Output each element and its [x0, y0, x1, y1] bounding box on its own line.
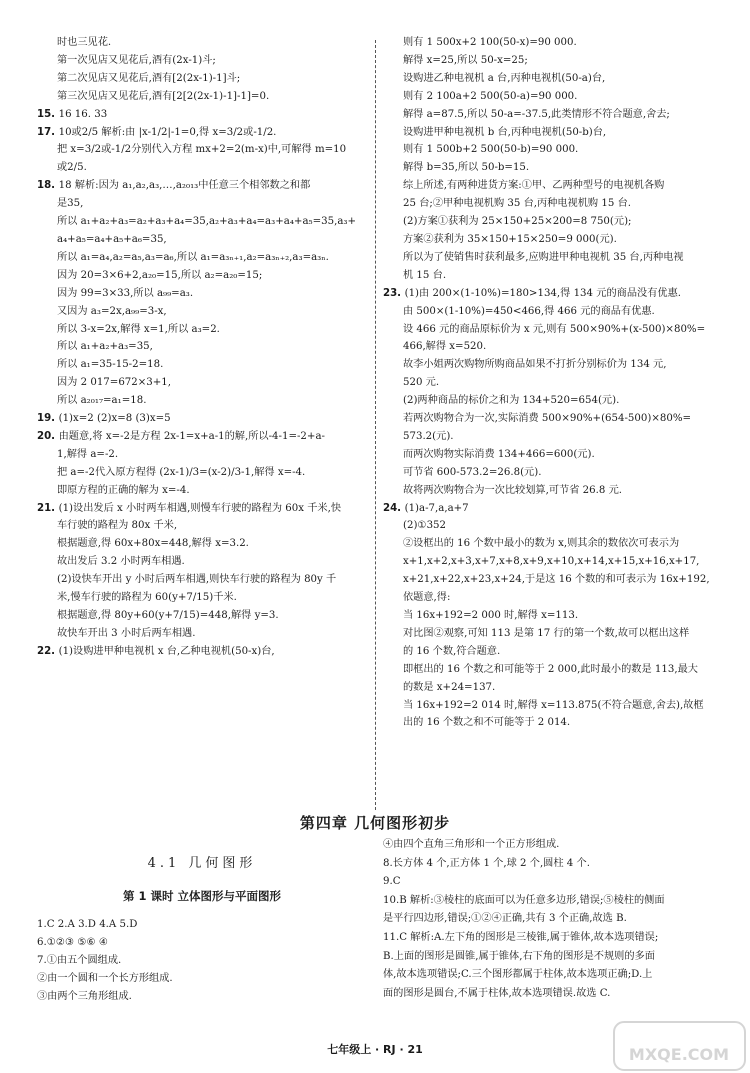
answer-line [37, 916, 367, 934]
answer-text: 设购进甲种电视机 b 台,丙种电视机(50-b)台, [403, 126, 607, 138]
answer-line [383, 679, 713, 697]
answer-text: 因为 2 017=672×3+1, [57, 377, 172, 389]
answer-line [37, 446, 367, 464]
answer-text: 当 16x+192=2 014 时,解得 x=113.875(不符合题意,舍去),故框 [403, 699, 704, 711]
answer-line [37, 643, 367, 661]
answer-line [383, 535, 713, 553]
answer-line [37, 482, 367, 500]
answer-text: 依题意,得: [403, 592, 451, 604]
answer-line [383, 70, 713, 88]
answer-line [383, 589, 713, 607]
answer-text: 由 500×(1-10%)=450<466,得 466 元的商品有优惠. [403, 305, 655, 317]
answer-line [383, 607, 713, 625]
question-number: 19. [37, 413, 59, 425]
answer-line [37, 231, 367, 249]
answer-text: 6.①②③ ⑤⑥ ④ [37, 937, 108, 948]
answer-line [383, 571, 713, 589]
answer-text: 所以 a₁=a₄,a₂=a₅,a₃=a₆,所以 a₁=a₃ₙ₊₁,a₂=a₃ₙ₊₂,a₃=a₃ₙ. [57, 251, 329, 263]
answer-text: 10或2/5 解析:由 |x-1/2|-1=0,得 x=3/2或-1/2. [58, 126, 277, 138]
answer-line [37, 571, 367, 589]
question-number: 22. [37, 645, 59, 657]
answer-text: (1)设出发后 x 小时两车相遇,则慢车行驶的路程为 60x 千米,快 [58, 502, 342, 514]
answer-text: 520 元. [403, 377, 440, 389]
answer-line [37, 52, 367, 70]
answer-text: 体,故本选项错误;C.三个图形都属于柱体,故本选项正确;D.上 [383, 969, 653, 981]
answer-text: 则有 1 500b+2 500(50-b)=90 000. [403, 144, 579, 156]
answer-text: 573.2(元). [403, 430, 454, 442]
answer-text: 是平行四边形,错误;①②④正确,共有 3 个正确,故选 B. [383, 913, 627, 925]
answer-line [383, 873, 713, 892]
answer-line [383, 124, 713, 142]
answer-text: 10.B 解析:③棱柱的底面可以为任意多边形,错误;⑤棱柱的侧面 [383, 894, 665, 906]
answer-line [383, 464, 713, 482]
answer-text: 而两次购物实际消费 134+466=600(元). [403, 448, 595, 460]
answer-text: 则有 2 100a+2 500(50-a)=90 000. [403, 90, 578, 102]
lesson-title: 第 1 课时 立体图形与平面图形 [122, 889, 281, 903]
answer-line [383, 303, 713, 321]
answer-line [383, 106, 713, 124]
question-number: 21. [37, 502, 59, 514]
column-divider [375, 40, 376, 810]
answer-line [37, 285, 367, 303]
answer-line [37, 338, 367, 356]
answer-text: 25 台;②甲种电视机购 35 台,丙种电视机购 15 台. [403, 198, 631, 210]
answer-text: 18 解析:因为 a₁,a₂,a₃,…,a₂₀₁₃中任意三个相邻数之和都 [58, 180, 311, 192]
question-number: 15. [37, 108, 59, 120]
answer-line [37, 410, 367, 428]
question-number: 18. [37, 180, 59, 192]
answer-line [37, 249, 367, 267]
answer-text: 即原方程的正确的解为 x=-4. [57, 484, 190, 496]
answer-line [383, 661, 713, 679]
answer-line [383, 714, 713, 732]
answer-line [37, 500, 367, 518]
answer-line [383, 356, 713, 374]
answer-line [37, 88, 367, 106]
answer-text: 方案②获利为 35×150+15×250=9 000(元). [403, 233, 617, 245]
answer-line [383, 643, 713, 661]
answer-text: (2)两种商品的标价之和为 134+520=654(元). [403, 395, 620, 407]
answer-text: 9.C [383, 876, 401, 888]
answer-line [37, 159, 367, 177]
answer-text: 因为 20=3×6+2,a₂₀=15,所以 a₂=a₂₀=15; [57, 269, 263, 281]
answer-line [37, 177, 367, 195]
answer-line [383, 374, 713, 392]
answer-text: 1.C 2.A 3.D 4.A 5.D [37, 919, 138, 930]
answer-line [383, 52, 713, 70]
answer-text: ④由四个直角三角形和一个正方形组成. [383, 839, 560, 850]
lesson-answers-left [37, 916, 367, 1006]
answer-line [383, 929, 713, 948]
answer-text: (1)由 200×(1-10%)=180>134,得 134 元的商品没有优惠. [404, 287, 681, 299]
answer-line [383, 500, 713, 518]
answer-text: 车行驶的路程为 80x 千米, [57, 520, 178, 532]
answer-line [383, 177, 713, 195]
answer-line [37, 934, 367, 952]
answer-text: 11.C 解析:A.左下角的图形是三棱锥,属于锥体,故本选项错误; [383, 931, 659, 943]
answer-text: 16 16. 33 [58, 108, 108, 120]
answer-text: 解得 a=87.5,所以 50-a=-37.5,此类情形不符合题意,舍去; [403, 108, 670, 120]
svg-text:MXQE.COM: MXQE.COM [628, 1045, 730, 1064]
answer-text: 7.①由五个圆组成. [37, 955, 122, 966]
answer-text: (1)a-7,a,a+7 [404, 502, 469, 514]
answer-line [37, 464, 367, 482]
answer-text: 面的图形是圆台,不属于柱体,故本选项错误.故选 C. [383, 987, 611, 999]
left-answer-column [37, 34, 367, 661]
answer-text: 可节省 600-573.2=26.8(元). [403, 466, 542, 478]
question-number: 17. [37, 126, 59, 138]
answer-text: 所以 a₁+a₂+a₃=a₂+a₃+a₄=35,a₂+a₃+a₄=a₃+a₄+a₅=35,a₃+ [57, 216, 357, 228]
answer-line [383, 517, 713, 535]
answer-text: 时也三见花. [57, 37, 112, 48]
answer-line [383, 428, 713, 446]
answer-line [383, 446, 713, 464]
chapter-title: 第四章 几何图形初步 [299, 814, 451, 832]
answer-text: (2)①352 [403, 520, 447, 532]
answer-line [37, 70, 367, 88]
answer-text: 所以 a₁+a₂+a₃=35, [57, 341, 153, 353]
answer-text: 综上所述,有两种进货方案:①甲、乙两种型号的电视机各购 [403, 180, 665, 192]
answer-text: 则有 1 500x+2 100(50-x)=90 000. [403, 37, 577, 48]
answer-text: (2)方案①获利为 25×150+25×200=8 750(元); [403, 216, 632, 228]
answer-line [383, 892, 713, 911]
answer-line [383, 267, 713, 285]
answer-text: 当 16x+192=2 000 时,解得 x=113. [403, 610, 579, 621]
answer-text: 或2/5. [57, 162, 87, 174]
answer-text: 故将两次购物合为一次比较划算,可节省 26.8 元. [403, 484, 623, 496]
answer-line [383, 482, 713, 500]
answer-line [383, 410, 713, 428]
answer-line [37, 392, 367, 410]
answer-text: x+1,x+2,x+3,x+7,x+8,x+9,x+10,x+14,x+15,x+16,x+17, [403, 556, 700, 568]
answer-line [37, 124, 367, 142]
answer-line [37, 970, 367, 988]
answer-line [37, 535, 367, 553]
answer-line [383, 231, 713, 249]
answer-text: 8.长方体 4 个,正方体 1 个,球 2 个,圆柱 4 个. [383, 857, 590, 869]
answer-text: 故李小姐两次购物所购商品如果不打折分别标价为 134 元, [403, 359, 667, 371]
answer-text: 的 16 个数,符合题意. [403, 645, 501, 657]
answer-line [37, 303, 367, 321]
answer-text: 把 a=-2代入原方程得 (2x-1)/3=(x-2)/3-1,解得 x=-4. [57, 466, 306, 478]
answer-line [37, 625, 367, 643]
page-footer: 七年级上 · RJ · 21 [327, 1043, 423, 1056]
answer-line [37, 374, 367, 392]
answer-line [383, 625, 713, 643]
answer-text: 1,解得 a=-2. [57, 448, 119, 460]
answer-text: 若两次购物合为一次,实际消费 500×90%+(654-500)×80%= [403, 413, 692, 425]
answer-line [37, 195, 367, 213]
lesson-answers-right [383, 836, 713, 1003]
question-number: 20. [37, 430, 59, 442]
answer-text: 出的 16 个数之和不可能等于 2 014. [403, 717, 571, 729]
answer-text: 由题意,将 x=-2是方程 2x-1=x+a-1的解,所以-4-1=-2+a- [58, 430, 325, 442]
answer-line [383, 159, 713, 177]
answer-text: ③由两个三角形组成. [37, 991, 132, 1002]
answer-line [37, 589, 367, 607]
answer-line [383, 249, 713, 267]
right-answer-column [383, 34, 713, 732]
answer-line [383, 88, 713, 106]
answer-text: 故快车开出 3 小时后两车相遇. [57, 627, 196, 639]
answer-text: 设购进乙种电视机 a 台,丙种电视机(50-a)台, [403, 72, 606, 84]
answer-text: a₄+a₅=a₄+a₅+a₆=35, [57, 233, 167, 245]
answer-text: 故出发后 3.2 小时两车相遇. [57, 556, 185, 568]
answer-text: 第一次见店又见花后,酒有(2x-1)斗; [57, 54, 216, 66]
answer-line [37, 356, 367, 374]
answer-text: ②设框出的 16 个数中最小的数为 x,则其余的数依次可表示为 [403, 538, 680, 550]
answer-text: 机 15 台. [403, 269, 447, 281]
answer-text: 所以为了使销售时获利最多,应购进甲种电视机 35 台,丙种电视 [403, 251, 684, 263]
answer-text: B.上面的图形是圆锥,属于锥体,右下角的图形是不规则的多面 [383, 950, 655, 962]
answer-text: 解得 b=35,所以 50-b=15. [403, 162, 530, 174]
answer-line [37, 553, 367, 571]
answer-line [37, 321, 367, 339]
answer-line [37, 607, 367, 625]
answer-line [383, 910, 713, 929]
answer-text: (1)设购进甲种电视机 x 台,乙种电视机(50-x)台, [58, 645, 275, 657]
answer-text: 所以 a₁=35-15-2=18. [57, 359, 164, 371]
answer-line [383, 321, 713, 339]
answer-text: 466,解得 x=520. [403, 341, 487, 353]
answer-line [383, 697, 713, 715]
watermark-logo [612, 1020, 747, 1072]
answer-line [37, 141, 367, 159]
answer-line [383, 392, 713, 410]
answer-text: (1)x=2 (2)x=8 (3)x=5 [58, 413, 171, 425]
answer-line [383, 213, 713, 231]
answer-text: 又因为 a₃=2x,a₉₉=3-x, [57, 305, 167, 317]
answer-line [37, 213, 367, 231]
answer-line [383, 948, 713, 967]
answer-text: 把 x=3/2或-1/2分别代入方程 mx+2=2(m-x)中,可解得 m=10 [57, 144, 347, 156]
answer-text: 即框出的 16 个数之和可能等于 2 000,此时最小的数是 113,最大 [403, 663, 698, 675]
question-number: 23. [383, 287, 405, 299]
answer-line [383, 141, 713, 159]
answer-line [37, 952, 367, 970]
answer-text: x+21,x+22,x+23,x+24,于是这 16 个数的和可表示为 16x+192, [403, 574, 710, 586]
answer-text: 根据题意,得 80y+60(y+7/15)=448,解得 y=3. [57, 610, 279, 621]
answer-line [37, 428, 367, 446]
answer-text: 所以 3-x=2x,解得 x=1,所以 a₃=2. [57, 323, 220, 335]
answer-line [37, 988, 367, 1006]
answer-text: 是35, [57, 198, 84, 210]
answer-line [37, 34, 367, 52]
answer-text: 根据题意,得 60x+80x=448,解得 x=3.2. [57, 538, 249, 550]
answer-line [37, 106, 367, 124]
answer-text: 第三次见店又见花后,酒有[2[2(2x-1)-1]-1]=0. [57, 90, 270, 102]
answer-line [383, 195, 713, 213]
question-number: 24. [383, 502, 405, 514]
answer-text: 对比图②观察,可知 113 是第 17 行的第一个数,故可以框出这样 [403, 627, 690, 639]
answer-line [37, 267, 367, 285]
answer-text: 所以 a₂₀₁₇=a₁=18. [57, 395, 147, 407]
answer-line [383, 836, 713, 855]
answer-text: 米,慢车行驶的路程为 60(y+7/15)千米. [57, 592, 237, 604]
answer-line [383, 553, 713, 571]
answer-line [37, 517, 367, 535]
answer-text: ②由一个圆和一个长方形组成. [37, 973, 173, 984]
answer-line [383, 855, 713, 874]
answer-line [383, 285, 713, 303]
answer-line [383, 338, 713, 356]
answer-line [383, 985, 713, 1004]
answer-line [383, 966, 713, 985]
answer-text: 因为 99=3×33,所以 a₉₉=a₃. [57, 287, 194, 299]
answer-text: (2)设快车开出 y 小时后两车相遇,则快车行驶的路程为 80y 千 [57, 574, 337, 586]
answer-text: 解得 x=25,所以 50-x=25; [403, 54, 528, 66]
answer-line [383, 34, 713, 52]
answer-text: 第二次见店又见花后,酒有[2(2x-1)-1]斗; [57, 72, 241, 84]
answer-text: 设 466 元的商品原标价为 x 元,则有 500×90%+(x-500)×80%= [403, 323, 706, 335]
section-title: 4.1 几何图形 [147, 856, 257, 871]
answer-text: 的数是 x+24=137. [403, 681, 496, 693]
